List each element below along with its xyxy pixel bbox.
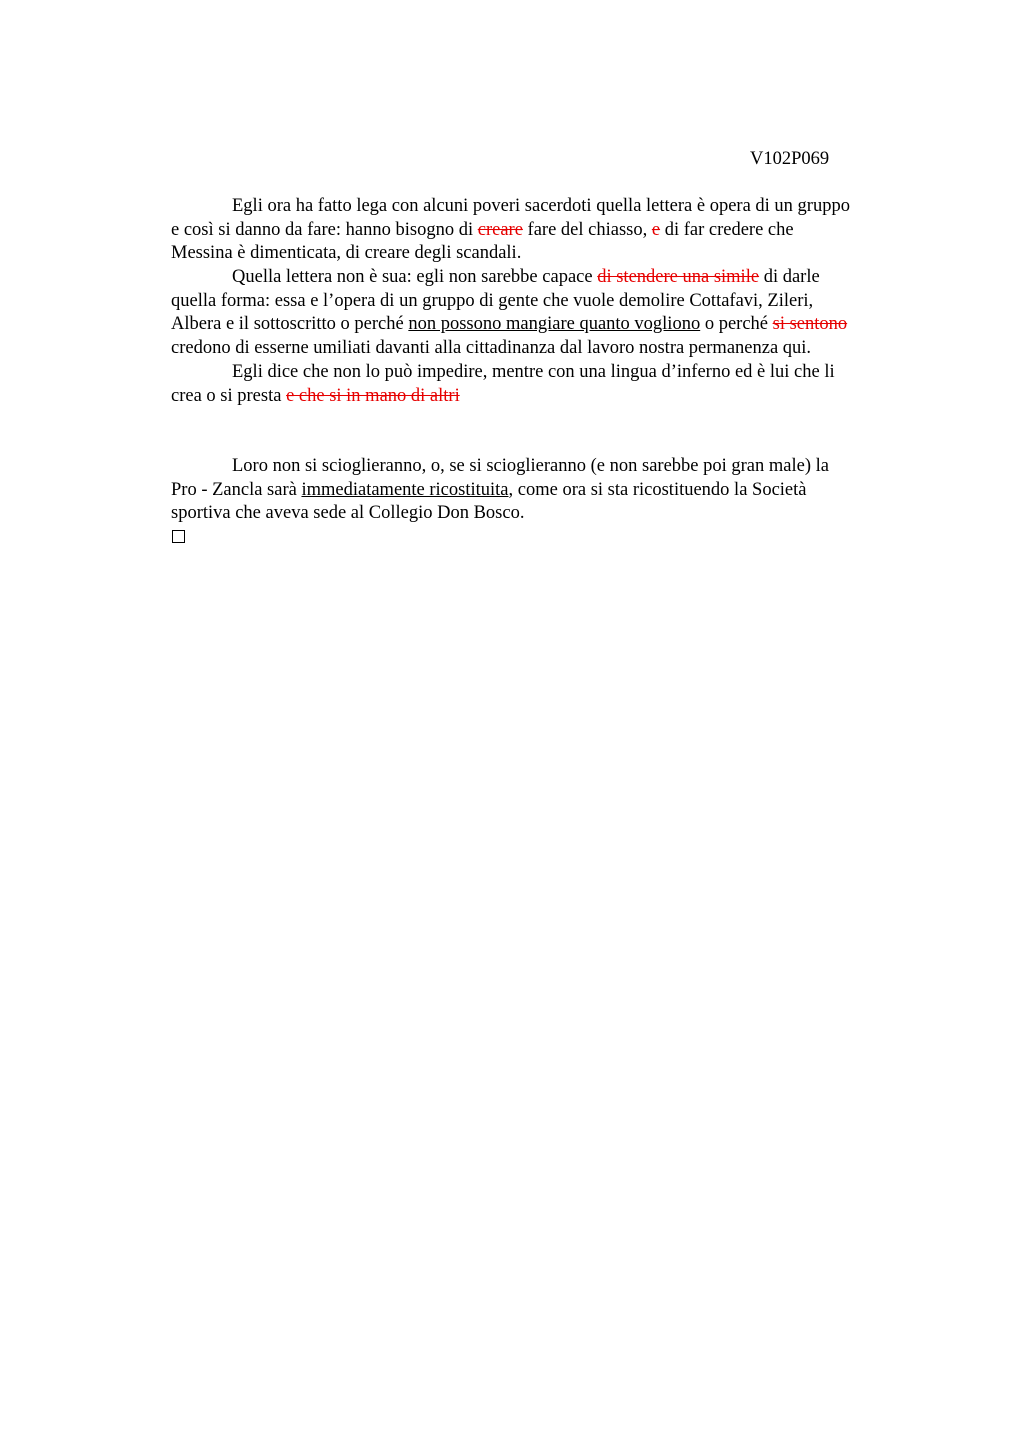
paragraph-2-line-1	[171, 266, 931, 290]
checkbox-icon	[172, 530, 185, 543]
underlined-text: immediatamente ricostituita	[301, 479, 509, 500]
text-segment: Albera e il sottoscritto o perché	[171, 314, 409, 335]
underlined-text: non possono mangiare quanto vogliono	[408, 314, 701, 335]
deleted-text: si sentono	[772, 314, 848, 335]
paragraph-1-line-2	[171, 219, 931, 243]
paragraph-4-line-3: sportiva che aveva sede al Collegio Don Bosco.	[171, 503, 525, 524]
text-segment: Quella lettera non è sua: egli non sarebbe capace	[232, 267, 598, 288]
text-segment: di far credere che	[660, 219, 794, 240]
paragraph-4-line-2	[171, 479, 931, 503]
body-text-lower	[171, 455, 931, 526]
paragraph-2-line-3	[171, 313, 931, 337]
deleted-text: di stendere una simile	[597, 267, 760, 288]
paragraph-2-line-4: credono di esserne umiliati davanti alla cittadinanza dal lavoro nostra permanenza qui.	[171, 338, 812, 359]
text-segment: o perché	[700, 314, 773, 335]
paragraph-1-line-1: Egli ora ha fatto lega con alcuni poveri sacerdoti quella lettera è opera di un gruppo	[232, 196, 850, 216]
text-segment: Pro - Zancla sarà	[171, 479, 302, 500]
paragraph-3-line-1: Egli dice che non lo può impedire, mentre con una lingua d’inferno ed è lui che li	[232, 361, 835, 382]
page-id: V102P069	[750, 149, 830, 169]
text-segment: e così si danno da fare: hanno bisogno di	[171, 219, 478, 240]
paragraph-1-line-3: Messina è dimenticata, di creare degli scandali.	[171, 243, 522, 264]
deleted-text: creare	[477, 219, 523, 240]
deleted-text: e che si in mano di altri	[286, 385, 460, 406]
body-text-upper	[171, 195, 931, 408]
deleted-text: e	[651, 219, 661, 240]
paragraph-2-line-2: quella forma: essa e l’opera di un gruppo di gente che vuole demolire Cottafavi, Zileri,	[171, 290, 814, 311]
text-segment: di darle	[759, 267, 820, 288]
text-segment: crea o si presta	[171, 385, 287, 406]
text-segment: , come ora si sta ricostituendo la Società	[508, 479, 807, 500]
paragraph-3-line-2	[171, 385, 931, 409]
text-segment: fare del chiasso,	[522, 219, 652, 240]
paragraph-4-line-1: Loro non si scioglieranno, o, se si scioglieranno (e non sarebbe poi gran male) la	[232, 456, 829, 476]
